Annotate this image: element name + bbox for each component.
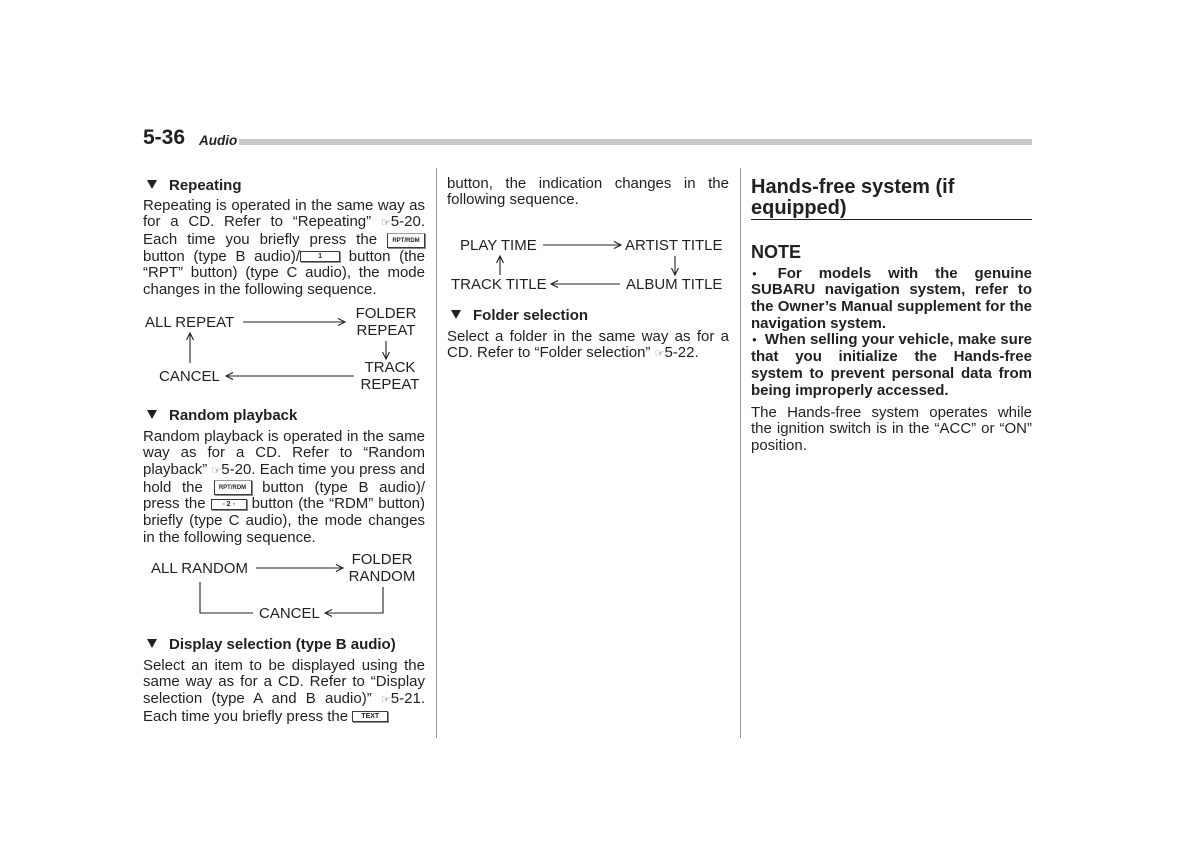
triangle-down-icon	[147, 639, 157, 648]
diagram-label-cancel: CANCEL	[259, 605, 320, 623]
column-divider-right	[740, 168, 741, 738]
repeating-heading	[143, 178, 425, 195]
random-playback-heading	[143, 408, 425, 425]
hands-free-heading: Hands-free system (if equipped)	[751, 177, 1032, 220]
diagram-label-all-random: ALL RANDOM	[151, 560, 248, 578]
diagram-label-cancel: CANCEL	[159, 368, 220, 385]
section-name: Audio	[199, 133, 238, 148]
note-item	[751, 266, 1032, 333]
triangle-down-icon	[451, 310, 461, 319]
page-reference: 5-20.	[221, 461, 256, 478]
column-right	[751, 177, 1032, 455]
paragraph-text: Each time you briefly press the	[143, 707, 353, 725]
preset-1-button-image: 1	[300, 251, 340, 262]
preset-2-button-image: ◦ 2 ◦	[211, 499, 247, 510]
repeating-paragraph	[143, 198, 425, 299]
bullet: ●	[752, 268, 770, 278]
paragraph-text: Each time you briefly press the	[143, 231, 387, 248]
paragraph-text: Each time you press and hold the	[143, 461, 425, 496]
diagram-connector-left	[200, 582, 253, 613]
random-mode-diagram	[143, 547, 428, 627]
page-reference: 5-21.	[390, 690, 425, 708]
paragraph-text: button (type B audio)/ press the	[143, 478, 425, 513]
note-text: When selling your vehicle, make sure that you initialize the Hands-free system to prevent personal data from being improperly accessed.	[751, 331, 1032, 399]
random-playback-paragraph	[143, 429, 425, 547]
paragraph-text: Select an item to be displayed using the same way as for a CD. Refer to “Display selection (type A and B audio)”	[143, 656, 425, 708]
triangle-down-icon	[147, 180, 157, 189]
paragraph-text: Repeating is operated in the same way as for a CD. Refer to “Repeating”	[143, 196, 425, 231]
rpt-rdm-button-image: RPT/RDM	[214, 480, 252, 495]
repeating-heading-text: Repeating	[169, 176, 242, 194]
header-bar	[239, 139, 1032, 145]
note-text: For models with the genuine SUBARU navigation system, refer to the Owner’s Manual supplement for the navigation system.	[751, 264, 1033, 332]
triangle-down-icon	[147, 410, 157, 419]
diagram-label-folder: FOLDER	[351, 551, 413, 569]
display-selection-heading-text: Display selection (type B audio)	[169, 635, 396, 653]
diagram-label-album-title: ALBUM TITLE	[626, 276, 723, 293]
rpt-rdm-button-image: RPT/RDM	[387, 233, 425, 248]
note-label: NOTE	[751, 242, 802, 262]
column-divider-left	[436, 168, 437, 738]
diagram-label-random: RANDOM	[348, 568, 416, 586]
reference-page-icon	[381, 690, 391, 707]
diagram-label-artist-title: ARTIST TITLE	[625, 237, 723, 254]
diagram-label-track-title: TRACK TITLE	[451, 276, 547, 293]
random-playback-heading-text: Random playback	[169, 406, 298, 424]
bullet: ●	[752, 335, 757, 345]
display-mode-diagram	[447, 228, 732, 298]
diagram-label-folder: FOLDER	[355, 305, 417, 322]
paragraph-text: button (the “RDM” button) briefly (type C audio), the mode changes in the following sequence.	[143, 495, 425, 546]
display-selection-heading	[143, 637, 425, 654]
hands-free-body: The Hands-free system operates while the ignition switch is in the “ACC” or “ON” position.	[751, 403, 1032, 454]
page-number: 5-36	[143, 126, 186, 149]
paragraph-text: Select a folder in the same way as for a CD. Refer to “Folder selection”	[447, 327, 729, 362]
folder-selection-heading	[447, 308, 729, 325]
reference-page-icon	[381, 213, 391, 230]
display-selection-paragraph-continued: button, the indication changes in the following sequence.	[447, 174, 729, 209]
repeat-mode-diagram	[143, 301, 428, 396]
reference-page-icon	[655, 344, 665, 361]
diagram-label-repeat: REPEAT	[356, 322, 416, 339]
display-selection-paragraph	[143, 658, 425, 726]
diagram-label-track: TRACK	[364, 359, 416, 376]
page-reference: 5-22.	[664, 344, 699, 362]
diagram-connector-right	[325, 587, 383, 613]
paragraph-text: Random playback is operated in the same way as for a CD. Refer to “Random playback”	[143, 427, 425, 478]
diagram-label-all-repeat: ALL REPEAT	[145, 314, 235, 331]
diagram-label-repeat: REPEAT	[360, 376, 420, 393]
diagram-label-play-time: PLAY TIME	[460, 237, 537, 254]
text-button-image: TEXT	[352, 711, 388, 722]
paragraph-text: button (the “RPT” button) (type C audio), the mode changes in the following sequence.	[143, 247, 425, 299]
column-left	[143, 178, 425, 726]
page-reference: 5-20.	[390, 213, 425, 231]
folder-selection-paragraph	[447, 329, 729, 363]
column-middle	[447, 176, 729, 363]
reference-page-icon	[211, 461, 221, 478]
paragraph-text: button (type B audio)/	[143, 247, 301, 265]
folder-selection-heading-text: Folder selection	[473, 306, 589, 324]
note-item	[751, 332, 1032, 399]
